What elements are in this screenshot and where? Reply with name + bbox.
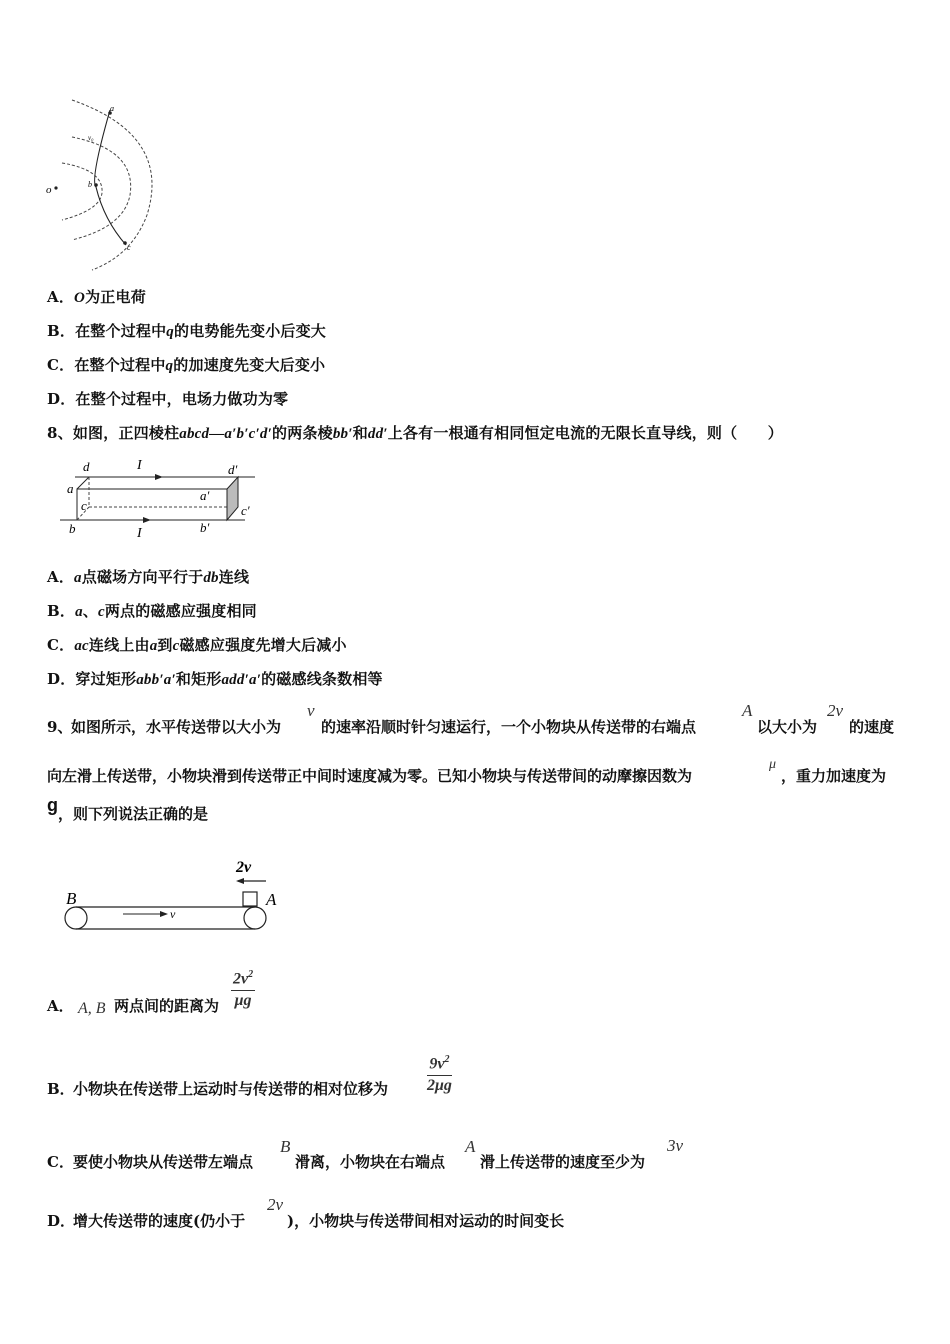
label-A: A [266, 890, 277, 909]
label-d-prime: d′ [228, 462, 238, 477]
fraction-9v2-over-2mug: $\frac{9v^2}{2\mu g}$ [427, 1054, 452, 1095]
left-roller [65, 907, 87, 929]
label-c-prime: c′ [241, 503, 250, 518]
q9-option-b: B． 小物块在传送带上运动时与传送带的相对位移为 $\frac{9v^2}{2\mu g}$ [47, 1054, 452, 1098]
label-b-prime: b′ [200, 520, 210, 535]
q9-stem-line-1: 9、 如图所示，水平传送带以大小为 v 的速率沿顺时针匀速运行，一个小物块从传送带的右端点 A 以大小为 2v 的速度 [47, 701, 895, 736]
block [243, 892, 257, 906]
field-trajectory-figure [42, 95, 157, 275]
label-I-bottom: I [137, 526, 142, 540]
label-d: d [83, 459, 90, 474]
q7-option-b: B．在整个过程中q的电势能先变小后变大 [47, 322, 327, 340]
label-b: b [69, 521, 76, 536]
q8-option-d: D．穿过矩形abb′a′和矩形add′a′的磁感线条数相等 [47, 670, 383, 688]
right-face [227, 477, 238, 520]
q8-option-b: B．a、c两点的磁感应强度相同 [47, 602, 257, 620]
outer-equipotential-arc [72, 100, 152, 270]
middle-equipotential-arc [72, 137, 131, 240]
point-b [94, 183, 98, 187]
right-roller [244, 907, 266, 929]
q8-option-c: C．ac连线上由a到c磁感应强度先增大后减小 [47, 636, 347, 654]
label-c: c [127, 243, 131, 252]
label-a-prime: a′ [200, 488, 210, 503]
q9-stem-line-2: 向左滑上传送带，小物块滑到传送带正中间时速度减为零。已知小物块与传送带间的动摩擦因数为 μ ，重力加速度为 [47, 757, 887, 785]
label-v: v [170, 907, 176, 921]
label-c: c [81, 498, 87, 513]
q7-option-a: A．O为正电荷 [47, 288, 146, 306]
top-arrow [155, 474, 163, 480]
velocity-arrow-left-head [236, 878, 244, 884]
label-b: b [88, 180, 92, 189]
q9-option-d: D． 增大传送带的速度(仍小于 2v )，小物块与传送带间相对运动的时间变长 [47, 1195, 565, 1230]
q9-option-c: C． 要使小物块从传送带左端点 B 滑离，小物块在右端点 A 滑上传送带的速度至少为 3v [47, 1136, 684, 1171]
q9-stem-line-3: g ，则下列说法正确的是 [47, 795, 209, 823]
label-I-top: I [137, 458, 142, 473]
inner-equipotential-arc [62, 163, 102, 220]
label-a: a [110, 104, 114, 113]
trajectory-curve [95, 110, 126, 245]
fraction-2v2-over-mug: $\frac{2v^2}{\mu g}$ [233, 969, 254, 1010]
q7-option-c: C．在整个过程中q的加速度先变大后变小 [47, 356, 326, 374]
conveyor-figure [58, 852, 288, 937]
label-o: o [46, 184, 52, 196]
label-B: B [66, 889, 77, 908]
point-o [54, 186, 57, 189]
q9-option-a: A． A, B 两点间的距离为 $\frac{2v^2}{\mu g}$ [47, 969, 254, 1017]
label-2v: 2v [236, 859, 252, 876]
label-a: a [67, 481, 74, 496]
belt-arrow-head [160, 911, 168, 917]
q8-option-a: A．a点磁场方向平行于db连线 [47, 568, 250, 586]
prism-figure [55, 455, 260, 540]
label-v0: v₀ [88, 134, 94, 142]
q8-stem: 8、如图，正四棱柱abcd—a′b′c′d′的两条棱bb′和dd′上各有一根通有相同恒定电流的无限长直导线，则（ ） [47, 424, 783, 442]
edge-aa [77, 477, 89, 489]
q7-option-d: D．在整个过程中，电场力做功为零 [47, 390, 289, 408]
